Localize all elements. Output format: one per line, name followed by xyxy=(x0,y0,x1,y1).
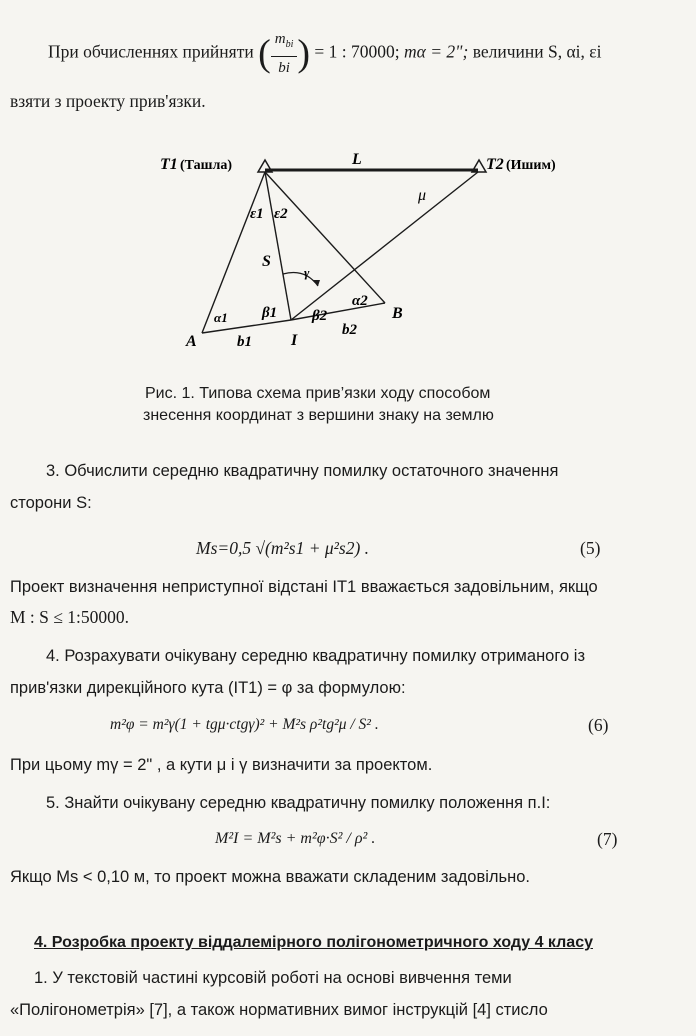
label-alpha2: α2 xyxy=(352,293,368,309)
label-L: L xyxy=(352,151,362,168)
label-beta1: β1 xyxy=(262,305,278,321)
step3-after-1: Проект визначення неприступної відстані IT1 вважається задовільним, якщо xyxy=(10,578,598,596)
section4-line2: «Полігонометрія» [7], а також нормативних вимог інструкцій [4] стисло xyxy=(10,1001,548,1019)
formula-5: Ms=0,5 √(m²s1 + μ²s2) . xyxy=(196,538,370,558)
ratio-fraction xyxy=(271,28,298,79)
formula-7-number: (7) xyxy=(597,829,618,849)
label-T1: T1 xyxy=(160,156,178,173)
gamma-arrow xyxy=(312,280,320,286)
step4-after: При цьому mγ = 2" , а кути μ і γ визначити за проектом. xyxy=(10,756,433,774)
intro-line xyxy=(48,28,601,79)
label-beta2: β2 xyxy=(312,308,328,324)
line-I-B xyxy=(291,303,385,320)
ratio-numerator-sub: bi xyxy=(285,39,294,50)
label-B: B xyxy=(392,305,403,322)
label-b2: b2 xyxy=(342,322,357,338)
step3-line1: 3. Обчислити середню квадратичну помилку остаточного значення xyxy=(46,462,559,480)
label-T2-name: (Ишим) xyxy=(506,158,556,173)
formula-5-number: (5) xyxy=(580,538,601,558)
step4-line2: прив'язки дирекційного кута (IT1) = φ за формулою: xyxy=(10,679,406,697)
label-b1: b1 xyxy=(237,334,252,350)
line-T1-A xyxy=(202,172,265,333)
label-I: I xyxy=(291,332,298,349)
close-paren: ) xyxy=(297,32,311,75)
ratio-value: = 1 : 70000; xyxy=(314,41,400,62)
label-alpha1: α1 xyxy=(214,310,228,325)
label-eps2: ε2 xyxy=(274,206,288,222)
formula-6-number: (6) xyxy=(588,715,609,735)
figure-caption-1: Рис. 1. Типова схема прив’язки ходу способом xyxy=(145,385,491,402)
label-T1-name: (Ташла) xyxy=(180,158,232,173)
line-T1-I xyxy=(265,172,291,320)
intro-prefix: При обчисленнях прийняти xyxy=(48,41,254,62)
ratio-denominator: bi xyxy=(278,60,290,76)
label-T2: T2 xyxy=(486,156,504,173)
values-text: величини S, αi, εi xyxy=(472,41,602,62)
intro-line-2: взяти з проекту прив'язки. xyxy=(10,91,206,111)
gamma-arc xyxy=(283,273,318,287)
label-gamma: γ xyxy=(304,265,310,280)
line-T2-I xyxy=(291,172,478,320)
figure-caption-2: знесення координат з вершини знаку на землю xyxy=(143,407,494,424)
section4-heading: 4. Розробка проекту віддалемірного полігонометричного ходу 4 класу xyxy=(34,934,593,951)
m-alpha: mα = 2"; xyxy=(404,41,469,62)
label-A: A xyxy=(186,333,197,350)
label-S: S xyxy=(262,253,271,270)
line-T1-B xyxy=(265,172,385,303)
step5-text: 5. Знайти очікувану середню квадратичну помилку положення п.I: xyxy=(46,794,551,812)
section4-line1: 1. У текстовій частині курсовій роботі на основі вивчення теми xyxy=(34,969,512,987)
label-eps1: ε1 xyxy=(250,206,264,222)
ratio-numerator: m xyxy=(274,31,286,47)
step3-line2: сторони S: xyxy=(10,494,92,512)
label-mu: μ xyxy=(418,187,427,204)
open-paren: ( xyxy=(258,32,271,75)
step3-after-2: M : S ≤ 1:50000. xyxy=(10,607,129,627)
step5-after: Якщо Ms < 0,10 м, то проект можна вважати складеним задовільно. xyxy=(10,868,531,886)
formula-7: M²I = M²s + m²φ·S² / ρ² . xyxy=(215,830,376,847)
step4-line1: 4. Розрахувати очікувану середню квадратичну помилку отриманого із xyxy=(46,647,586,665)
formula-6: m²φ = m²γ(1 + tgμ·ctgγ)² + M²s ρ²tg²μ / S² . xyxy=(110,716,379,733)
